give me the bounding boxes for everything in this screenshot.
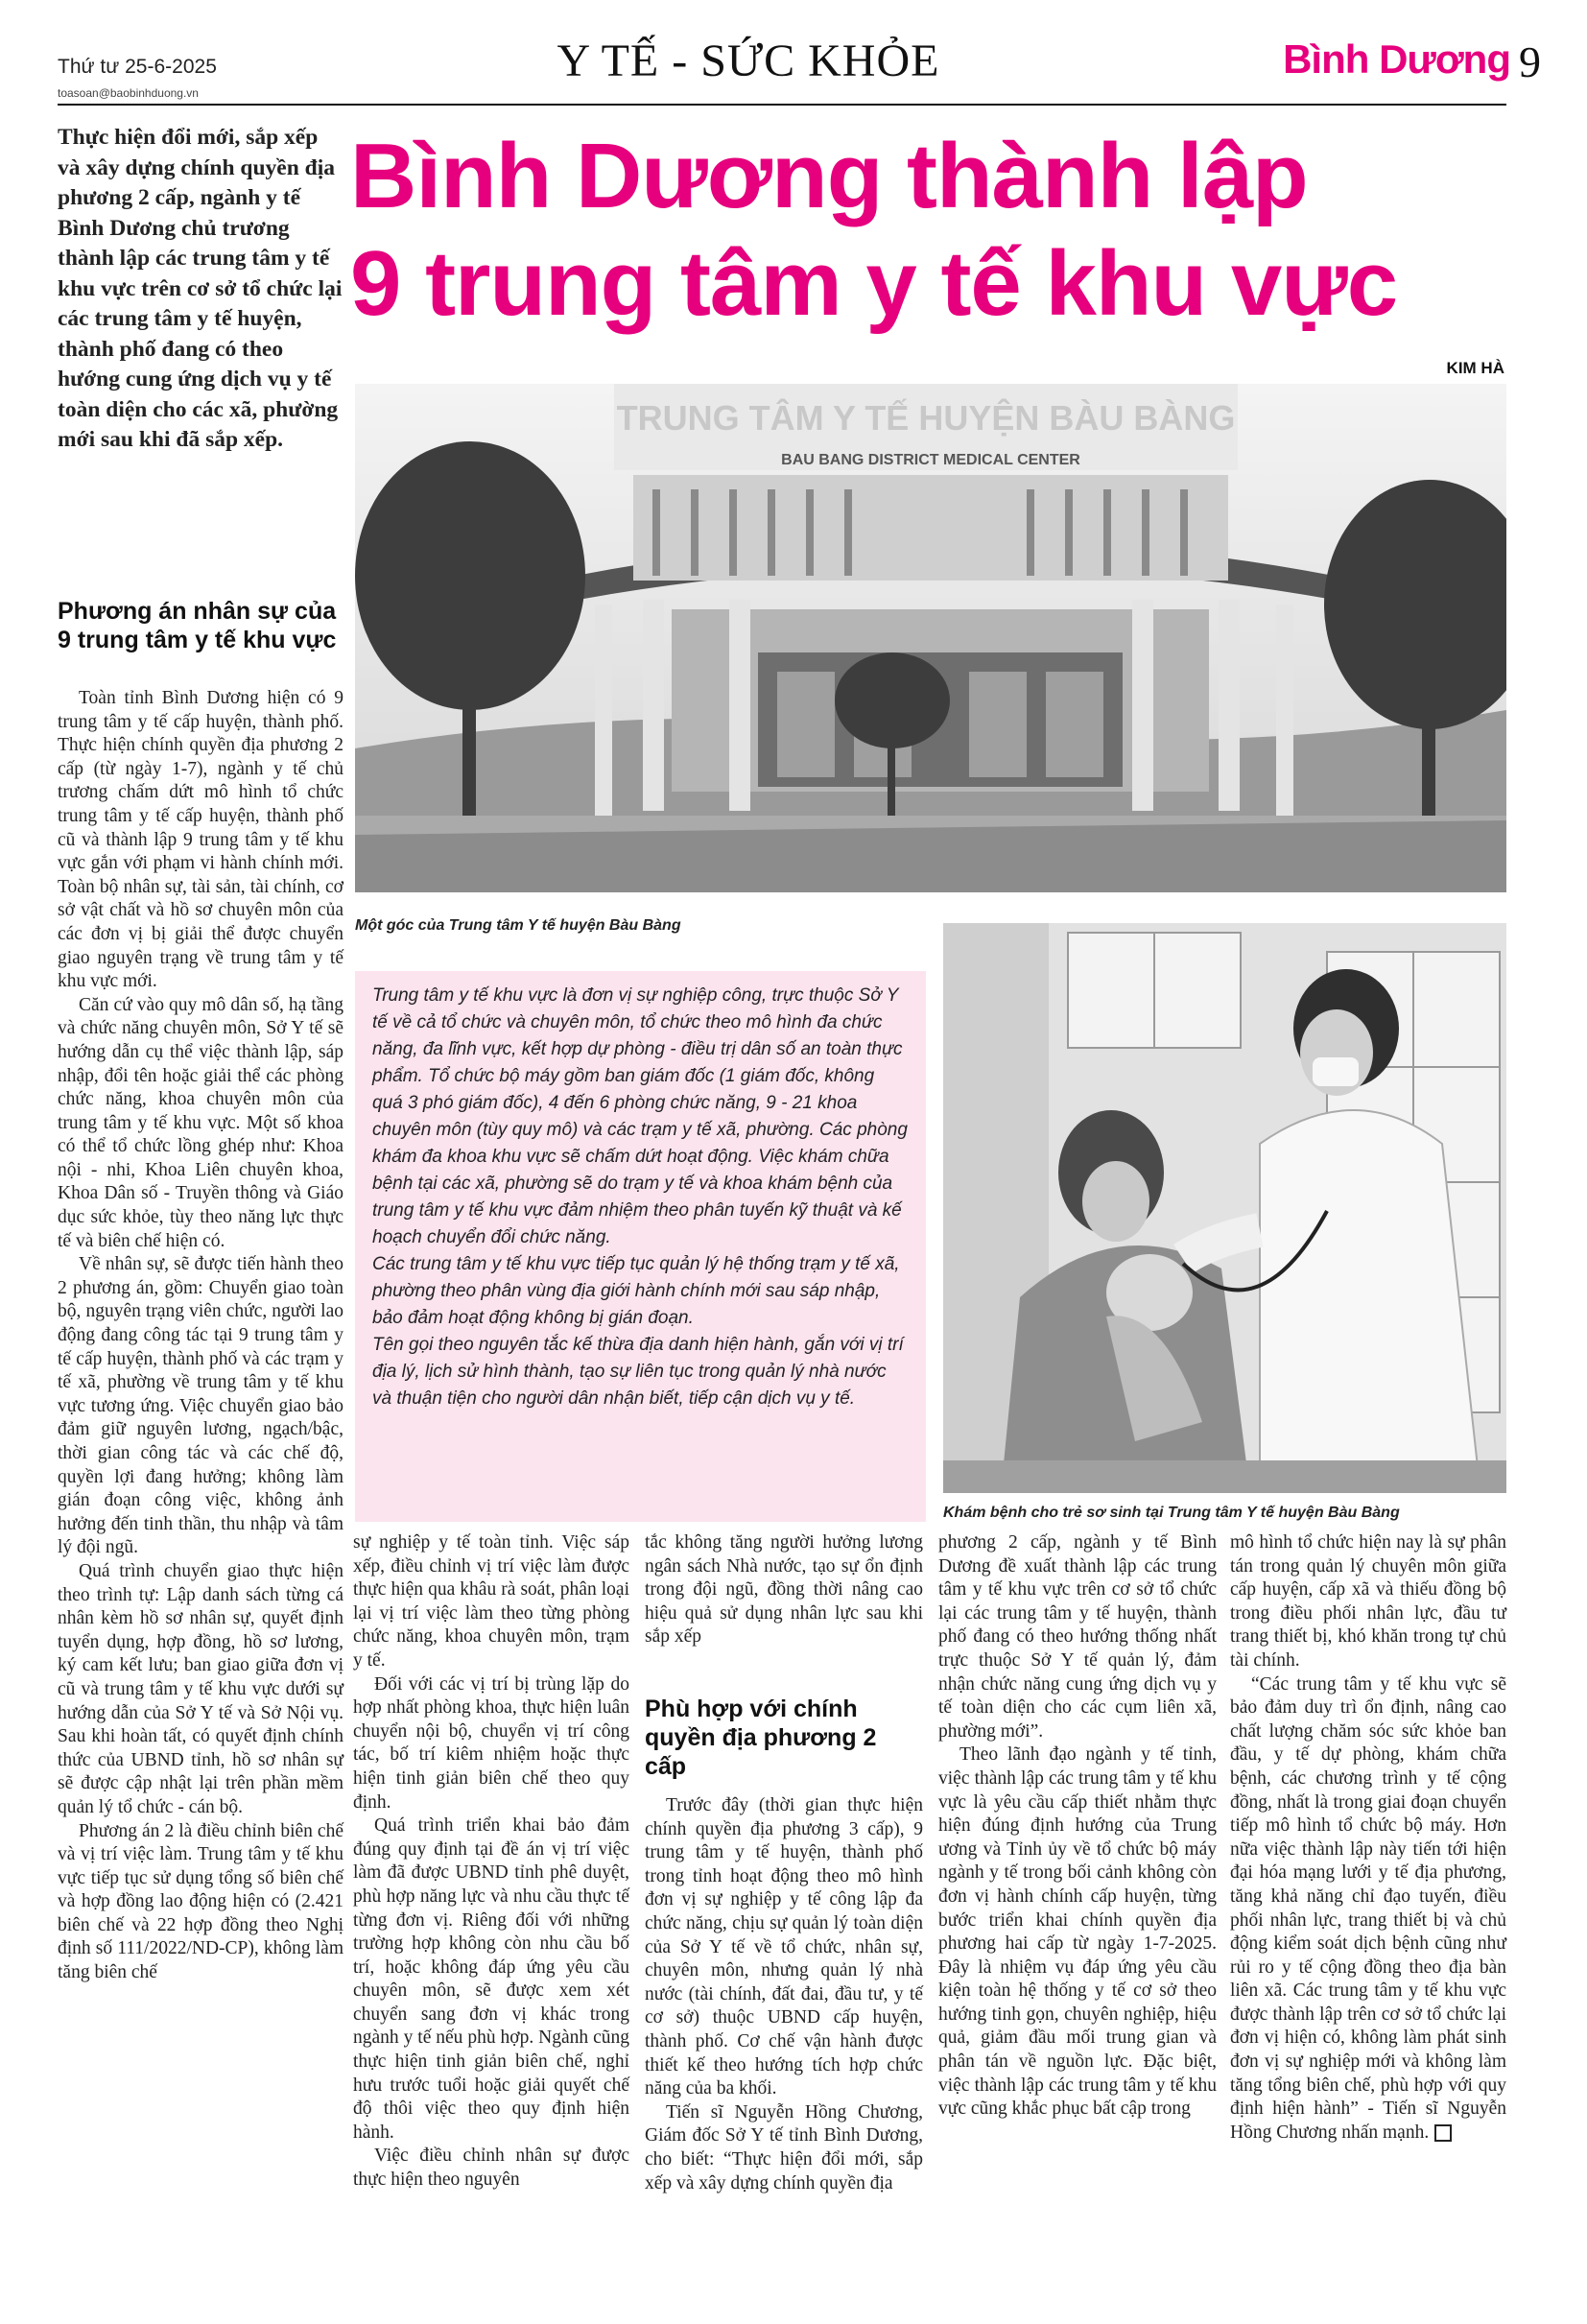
info-box [355,971,926,1522]
info-box-paragraph: Các trung tâm y tế khu vực tiếp tục quản lý hệ thống trạm y tế xã, phường theo phân vùng địa giới hành chính mới sau sáp nhập, bảo đảm hoạt động không bị gián đoạn. [372,1254,900,1328]
body-paragraph: Quá trình chuyển giao thực hiện theo trình tự: Lập danh sách từng cá nhân kèm hồ sơ nhân sự, quyết định tuyển dụng, hợp đồng, hồ sơ lương, ký cam kết lưu; ban giao giữa đơn vị cũ và trung tâm y tế khu vực dưới sự hướng dẫn của Sở Y tế và Sở Nội vụ. Sau khi hoàn tất, có quyết định chính thức của UBND tỉnh, hồ sơ nhân sự sẽ được cập nhật lại trên phần mềm quản lý tổ chức - cán bộ. [58,1560,343,1817]
medical-center-photo [355,384,1506,892]
article-column-5 [1230,1531,1506,2145]
header-rule [58,104,1506,106]
body-paragraph: Phương án 2 là điều chỉnh biên chế và vị trí việc làm. Trung tâm y tế khu vực tiếp tục sử dụng tổng số biên chế và hợp đồng lao động hiện có (2.421 biên chế và 22 hợp đồng theo Nghị định số 111/2022/ND-CP), không làm tăng biên chế [58,1820,343,1983]
headline-line-1: Bình Dương thành lập [350,125,1308,227]
article-column-1 [58,687,343,1985]
article-column-3a [645,1531,923,1649]
body-paragraph: Toàn tỉnh Bình Dương hiện có 9 trung tâm y tế cấp huyện, thành phố. Thực hiện chính quyền địa phương 2 cấp (từ ngày 1-7), ngành y tế chủ trương chấm dứt mô hình tổ chức trung tâm y tế cấp huyện, thành phố cũ và thành lập 9 trung tâm y tế khu vực gắn với phạm vi hành chính mới. Toàn bộ nhân sự, tài sản, tài chính, cơ sở vật chất và hồ sơ chuyên môn của các đơn vị bị giải thể được chuyển giao nguyên trạng về trung tâm y tế khu vực mới. [58,688,343,992]
end-mark-icon [1434,2124,1452,2142]
building-sign-en: BAU BANG DISTRICT MEDICAL CENTER [781,452,1080,468]
article-headline [350,123,1521,338]
body-paragraph: tắc không tăng người hưởng lương ngân sách Nhà nước, tạo sự ổn định trong đội ngũ, đồng thời nâng cao hiệu quả sử dụng nhân lực sau khi sắp xếp [645,1532,923,1648]
newborn-exam-photo [943,923,1506,1493]
article-column-2 [353,1531,629,2193]
body-paragraph: Đối với các vị trí bị trùng lặp do hợp nhất phòng khoa, thực hiện luân chuyển nội bộ, chuyển vị trí công tác, bố trí kiêm nhiệm hoặc thực hiện tinh giản biên chế theo quy định. [353,1673,629,1813]
photo2-caption: Khám bệnh cho trẻ sơ sinh tại Trung tâm Y tế huyện Bàu Bàng [943,1505,1400,1521]
section-title: Y TẾ - SỨC KHỎE [557,36,940,86]
info-box-paragraph: Trung tâm y tế khu vực là đơn vị sự nghiệp công, trực thuộc Sở Y tế về cả tổ chức và chuyên môn, tổ chức theo mô hình đa chức năng, đa lĩnh vực, kết hợp dự phòng - điều trị dân số an toàn thực phẩm. Tổ chức bộ máy gồm ban giám đốc (1 giám đốc, không quá 3 phó giám đốc), 4 đến 6 phòng chức năng, 9 - 21 khoa chuyên môn (tùy quy mô) và các trạm y tế xã, phường. Các phòng khám đa khoa khu vực sẽ chấm dứt hoạt động. Việc khám chữa bệnh tại các xã, phường sẽ do trạm y tế và khoa khám bệnh của trung tâm y tế khu vực đảm nhiệm theo phân tuyến kỹ thuật và kế hoạch chuyển đổi chức năng. [372,985,908,1247]
body-paragraph: Theo lãnh đạo ngành y tế tỉnh, việc thành lập các trung tâm y tế khu vực là yêu cầu cấp thiết nhằm thực hiện đúng định hướng của Trung ương và Tỉnh ủy về tổ chức bộ máy ngành y tế trong bối cảnh không còn đơn vị hành chính cấp huyện, từng bước triển khai chính quyền địa phương hai cấp từ ngày 1-7-2025. Đây là nhiệm vụ đáp ứng yêu cầu kiện toàn hệ thống y tế cơ sở theo hướng tinh gọn, chuyên nghiệp, hiệu quả, giảm đầu mối trung gian và phân tán về nguồn lực. Đặc biệt, việc thành lập các trung tâm y tế khu vực cũng khắc phục bất cập trong [938,1744,1217,2120]
subhead-staffing-plan: Phương án nhân sự của 9 trung tâm y tế khu vực [58,598,337,653]
article-column-4 [938,1531,1217,2122]
article-lead: Thực hiện đổi mới, sắp xếp và xây dựng chính quyền địa phương 2 cấp, ngành y tế Bình Dương chủ trương thành lập các trung tâm y tế khu vực trên cơ sở tổ chức lại các trung tâm y tế huyện, thành phố đang có theo hướng cung ứng dịch vụ y tế toàn diện cho các xã, phường mới sau khi đã sắp xếp. [58,125,343,452]
headline-line-2: 9 trung tâm y tế khu vực [350,232,1398,335]
body-paragraph: Quá trình triển khai bảo đảm đúng quy định tại đề án vị trí việc làm đã được UBND tỉnh phê duyệt, phù hợp năng lực và nhu cầu thực tế từng đơn vị. Riêng đối với những trường hợp không còn nhu cầu bố trí, hoặc không đáp ứng yêu cầu chuyên môn, sẽ được xem xét chuyển sang đơn vị khác trong ngành y tế nếu phù hợp. Ngành cũng thực hiện tinh giản biên chế, nghỉ hưu trước tuổi hoặc giải quyết chế độ thôi việc theo quy định hiện hành. [353,1815,629,2143]
info-box-paragraph: Tên gọi theo nguyên tắc kế thừa địa danh hiện hành, gắn với vị trí địa lý, lịch sử hình thành, tạo sự liên tục trong quản lý nhà nước và thuận tiện cho người dân nhận biết, tiếp cận dịch vụ y tế. [372,1335,904,1409]
body-paragraph: Việc điều chỉnh nhân sự được thực hiện theo nguyên [353,2146,629,2191]
body-paragraph: Căn cứ vào quy mô dân số, hạ tầng và chức năng chuyên môn, Sở Y tế sẽ hướng dẫn cụ thể việc thành lập, sáp nhập, đổi tên hoặc giải thể các phòng chức năng, khoa chuyên môn của trung tâm y tế khu vực. Một số khoa có thể tổ chức lồng ghép như: Khoa nội - nhi, Khoa Liên chuyên khoa, Khoa Dân số - Truyền thông và Giáo dục sức khỏe, tùy theo năng lực thực tế và biên chế hiện có. [58,994,343,1251]
article-column-3b [645,1794,923,2195]
subhead-fit-local-gov: Phù hợp với chính quyền địa phương 2 cấp [645,1696,877,1780]
body-paragraph: Tiến sĩ Nguyễn Hồng Chương, Giám đốc Sở Y tế tỉnh Bình Dương, cho biết: “Thực hiện đổi mới, sắp xếp và xây dựng chính quyền địa [645,2101,923,2194]
body-paragraph: mô hình tổ chức hiện nay là sự phân tán trong quản lý chuyên môn giữa cấp huyện, cấp xã và thiếu đồng bộ trong điều phối nhân lực, đầu tư trang thiết bị, khó khăn trong tự chủ tài chính. [1230,1532,1506,1671]
issue-date: Thứ tư 25-6-2025 [58,56,217,78]
body-paragraph: sự nghiệp y tế toàn tỉnh. Việc sáp xếp, điều chỉnh vị trí việc làm được thực hiện qua khâu rà soát, phân loại lại vị trí việc làm theo từng phòng chức năng, khoa chuyên môn, trạm y tế. [353,1532,629,1671]
body-paragraph: phương 2 cấp, ngành y tế Bình Dương đề xuất thành lập các trung tâm y tế khu vực trên cơ sở tổ chức lại các trung tâm y tế huyện, thành phố đang có theo hướng thống nhất trực thuộc Sở Y tế quản lý, đảm nhận chức năng cung ứng dịch vụ y tế toàn diện cho các cụm liên xã, phường mới”. [938,1532,1217,1742]
building-sign-vi: TRUNG TÂM Y TẾ HUYỆN BÀU BÀNG [616,398,1236,438]
newspaper-brand: Bình Dương [1283,36,1510,82]
byline: KIM HÀ [1446,359,1504,377]
photo1-caption: Một góc của Trung tâm Y tế huyện Bàu Bàng [355,917,681,934]
page-number: 9 [1519,37,1541,86]
contact-email: toasoan@baobinhduong.vn [58,86,199,100]
closing-quote: “Các trung tâm y tế khu vực sẽ bảo đảm duy trì ổn định, nâng cao chất lượng chăm sóc sức khỏe ban đầu, y tế dự phòng, khám chữa bệnh, các chương trình y tế cộng đồng, nhất là trong giai đoạn chuyển tiếp mô hình tổ chức bộ máy. Hơn nữa việc thành lập này tiến tới hiện đại hóa mạng lưới y tế địa phương, tăng khả năng chỉ đạo tuyến, điều phối nhân lực, trang thiết bị và chủ động kiểm soát dịch bệnh cũng như rủi ro y tế cộng đồng theo địa bàn liên xã. Các trung tâm y tế khu vực được thành lập trên cơ sở tổ chức lại đơn vị hiện có, không làm phát sinh đơn vị sự nghiệp mới và không làm tăng tổng biên chế, phù hợp với quy định hiện hành” - Tiến sĩ Nguyễn Hồng Chương nhấn mạnh. [1230,1673,1506,2143]
body-paragraph: Về nhân sự, sẽ được tiến hành theo 2 phương án, gồm: Chuyển giao toàn bộ, nguyên trạng viên chức, người lao động đang công tác tại 9 trung tâm y tế cấp huyện, thành phố và các trạm y tế xã, phường về trung tâm y tế khu vực tương ứng. Việc chuyển giao bảo đảm giữ nguyên lương, ngạch/bậc, thời gian công tác và các chế độ, quyền lợi đang hưởng; không làm gián đoạn công việc, không ảnh hưởng đến tinh thần, thu nhập và tâm lý đội ngũ. [58,1254,343,1558]
body-paragraph: Trước đây (thời gian thực hiện chính quyền địa phương 3 cấp), 9 trung tâm y tế huyện, thành phố trong tỉnh hoạt động theo mô hình đơn vị sự nghiệp y tế công lập đa chức năng, chịu sự quản lý toàn diện của Sở Y tế về tổ chức, nhân sự, chuyên môn, nhưng quản lý nhà nước (tài chính, đất đai, đầu tư, y tế cơ sở) thuộc UBND cấp huyện, thành phố. Cơ chế vận hành được thiết kế theo hướng tích hợp chức năng của ba khối. [645,1795,923,2099]
body-paragraph [1230,1673,1506,2146]
